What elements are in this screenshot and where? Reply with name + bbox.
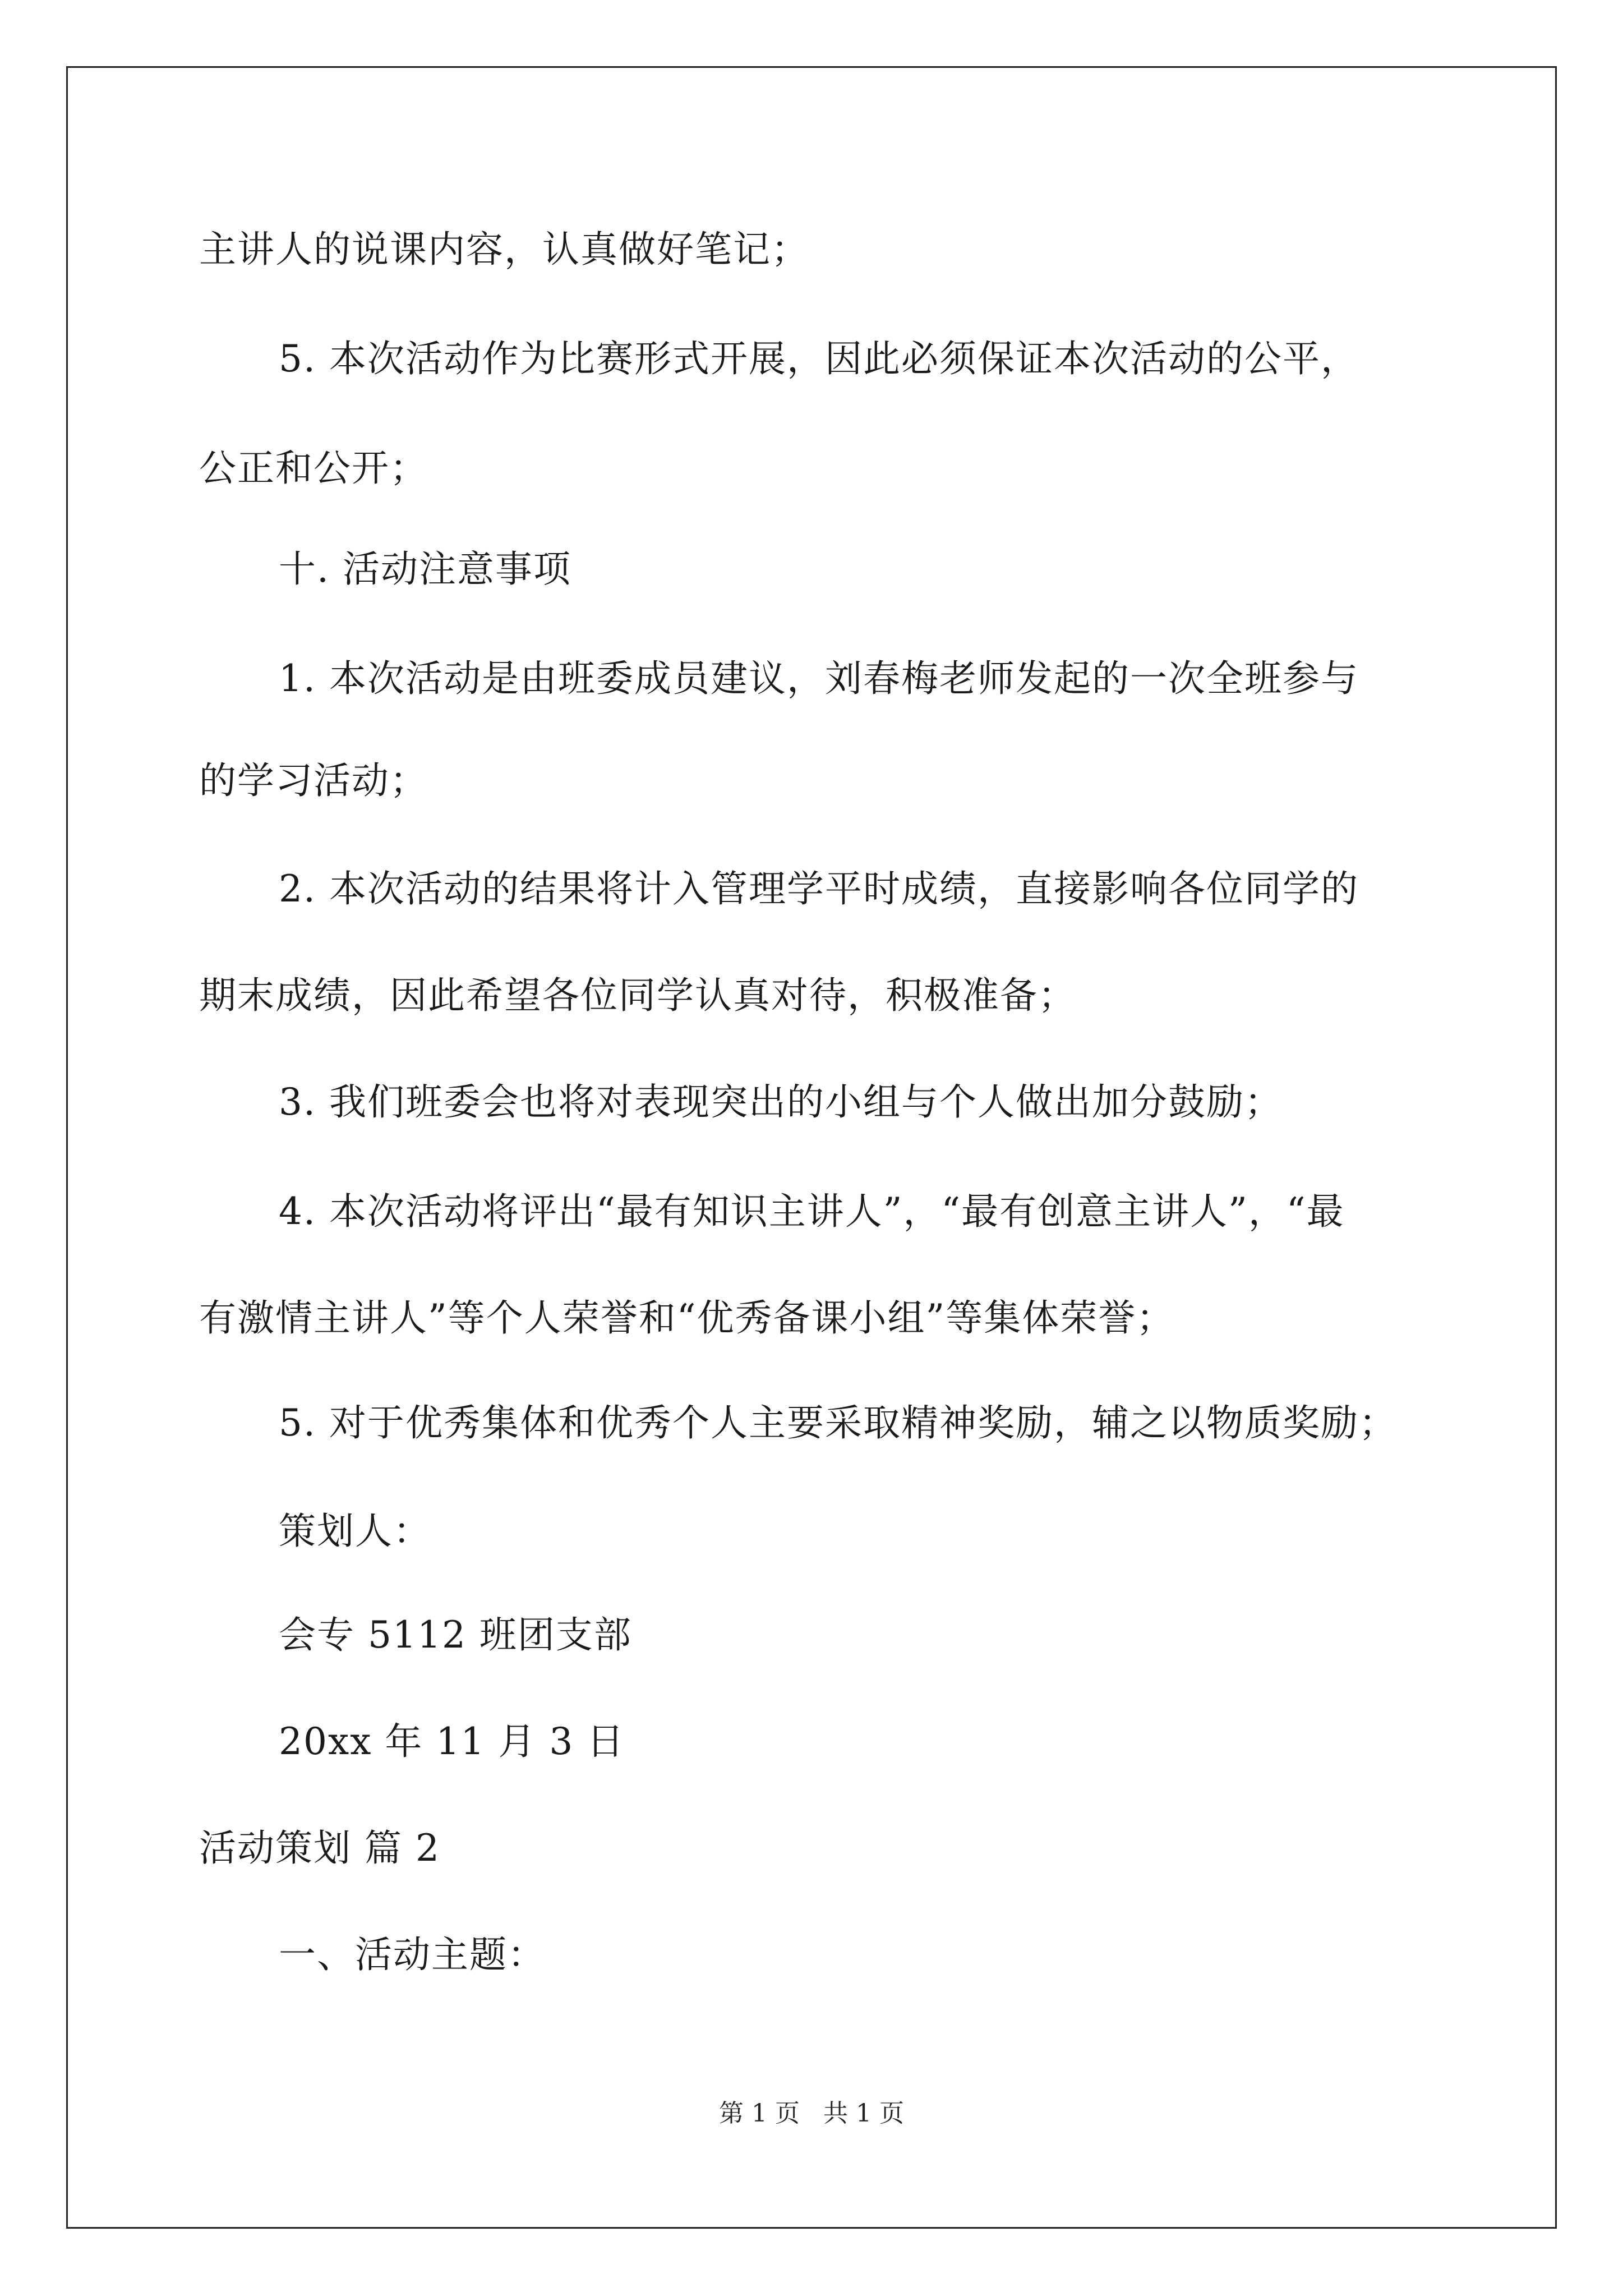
body-line: 有激情主讲人”等个人荣誉和“优秀备课小组”等集体荣誉；	[199, 1296, 1175, 1340]
list-item-5b: 5. 对于优秀集体和优秀个人主要采取精神奖励，辅之以物质奖励；	[279, 1401, 1397, 1444]
planner-label: 策划人：	[279, 1510, 431, 1553]
list-item-4: 4. 本次活动将评出“最有知识主讲人”，“最有创意主讲人”，“最	[279, 1190, 1345, 1233]
page-footer: 第 1 页 共 1 页	[719, 2099, 904, 2128]
section-heading: 十. 活动注意事项	[279, 547, 571, 591]
list-item-1: 1. 本次活动是由班委成员建议，刘春梅老师发起的一次全班参与	[279, 657, 1359, 700]
body-line: 期末成绩，因此希望各位同学认真对待，积极准备；	[199, 974, 1076, 1017]
page-border	[66, 66, 1557, 2229]
date-line: 20xx 年 11 月 3 日	[279, 1720, 625, 1763]
organizer-name: 会专 5112 班团支部	[279, 1613, 632, 1657]
body-line: 的学习活动；	[199, 759, 428, 802]
list-item-2: 2. 本次活动的结果将计入管理学平时成绩，直接影响各位同学的	[279, 867, 1359, 910]
article-title: 活动策划 篇 2	[199, 1826, 440, 1870]
list-item-5: 5. 本次活动作为比赛形式开展，因此必须保证本次活动的公平，	[279, 337, 1359, 380]
body-line: 公正和公开；	[199, 447, 428, 490]
body-line: 主讲人的说课内容，认真做好笔记；	[199, 228, 809, 271]
section-heading: 一、活动主题：	[279, 1933, 546, 1976]
list-item-3: 3. 我们班委会也将对表现突出的小组与个人做出加分鼓励；	[279, 1080, 1283, 1124]
